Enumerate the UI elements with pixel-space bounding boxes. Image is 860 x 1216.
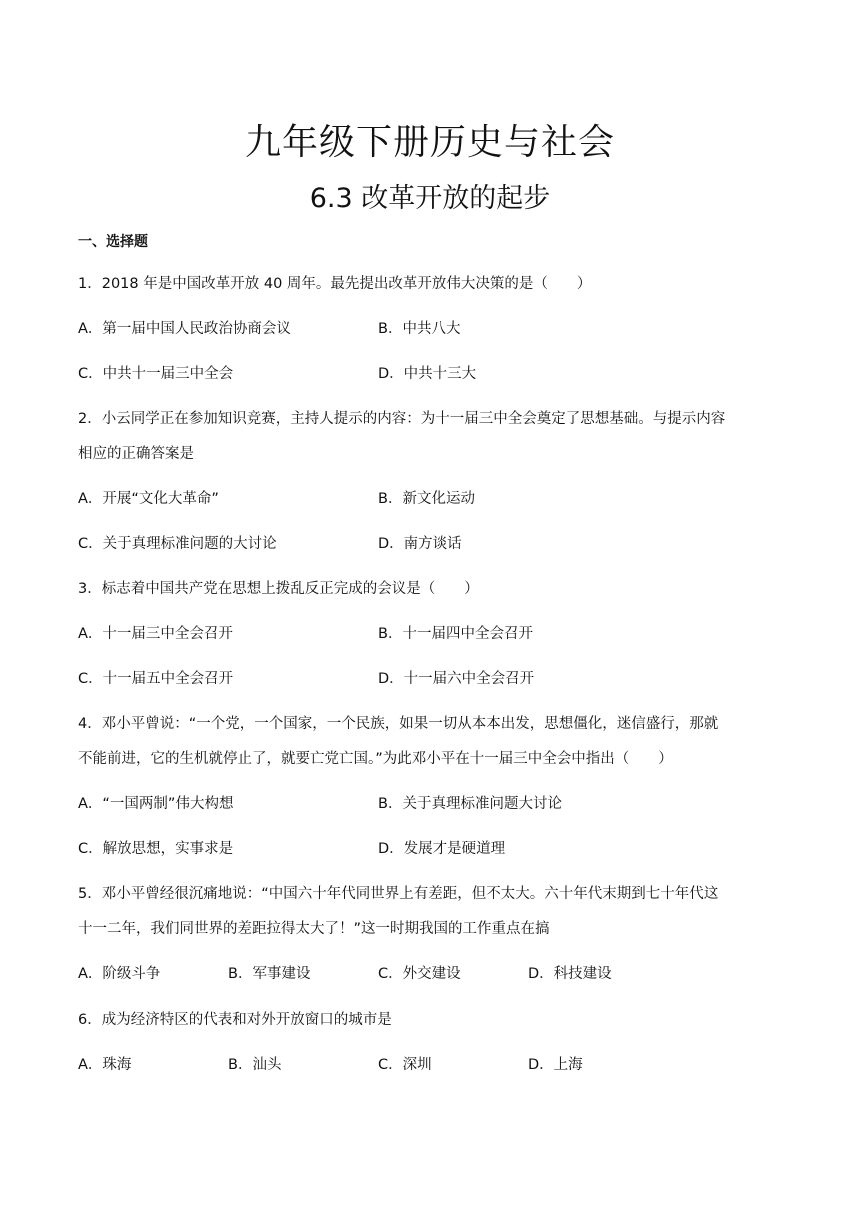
question-1-option-d: D．中共十三大 (378, 366, 477, 382)
section-heading: 一、选择题 (78, 234, 148, 250)
question-4-stem-line-2: 不能前进，它的生机就停止了，就要亡党亡国。”为此邓小平在十一届三中全会中指出（ ） (78, 751, 673, 767)
question-1-option-b: B．中共八大 (378, 321, 461, 337)
question-3-stem: 3．标志着中国共产党在思想上拨乱反正完成的会议是（ ） (78, 581, 479, 597)
question-5-option-d: D．科技建设 (528, 966, 612, 982)
question-4-option-a: A．“一国两制”伟大构想 (78, 796, 234, 812)
question-4-option-d: D．发展才是硬道理 (378, 841, 506, 857)
question-2-stem-line-2: 相应的正确答案是 (78, 446, 194, 462)
question-4-option-b: B．关于真理标准问题大讨论 (378, 796, 562, 812)
question-6-option-a: A．珠海 (78, 1057, 132, 1073)
question-5-stem-line-2: 十一二年，我们同世界的差距拉得太大了！”这一时期我国的工作重点在搞 (78, 921, 550, 937)
question-1-stem: 1．2018 年是中国改革开放 40 周年。最先提出改革开放伟大决策的是（ ） (78, 276, 592, 292)
question-1-option-c: C．中共十一届三中全会 (78, 366, 234, 382)
question-3-option-b: B．十一届四中全会召开 (378, 626, 533, 642)
question-4-option-c: C．解放思想，实事求是 (78, 841, 234, 857)
question-5-option-c: C．外交建设 (378, 966, 461, 982)
question-3-option-c: C．十一届五中全会召开 (78, 671, 234, 687)
question-2-option-a: A．开展“文化大革命” (78, 491, 219, 507)
question-2-option-c: C．关于真理标准问题的大讨论 (78, 536, 277, 552)
question-3-option-d: D．十一届六中全会召开 (378, 671, 535, 687)
question-5-stem-line-1: 5．邓小平曾经很沉痛地说：“中国六十年代同世界上有差距，但不太大。六十年代末期到七十年代这 (78, 886, 719, 902)
question-1-option-a: A．第一届中国人民政治协商会议 (78, 321, 291, 337)
question-4-stem-line-1: 4．邓小平曾说：“一个党，一个国家，一个民族，如果一切从本本出发，思想僵化，迷信盛行，那就 (78, 716, 719, 732)
question-6-option-c: C．深圳 (378, 1057, 432, 1073)
document-title: 九年级下册历史与社会 (244, 122, 615, 163)
question-6-option-b: B．汕头 (228, 1057, 282, 1073)
question-2-option-d: D．南方谈话 (378, 536, 462, 552)
question-6-option-d: D．上海 (528, 1057, 583, 1073)
question-5-option-a: A．阶级斗争 (78, 966, 161, 982)
question-2-option-b: B．新文化运动 (378, 491, 475, 507)
question-2-stem-line-1: 2．小云同学正在参加知识竞赛，主持人提示的内容：为十一届三中全会奠定了思想基础。与提示内容 (78, 411, 726, 427)
lesson-title: 6.3 改革开放的起步 (309, 183, 551, 214)
question-3-option-a: A．十一届三中全会召开 (78, 626, 233, 642)
question-6-stem: 6．成为经济特区的代表和对外开放窗口的城市是 (78, 1012, 392, 1028)
question-5-option-b: B．军事建设 (228, 966, 311, 982)
